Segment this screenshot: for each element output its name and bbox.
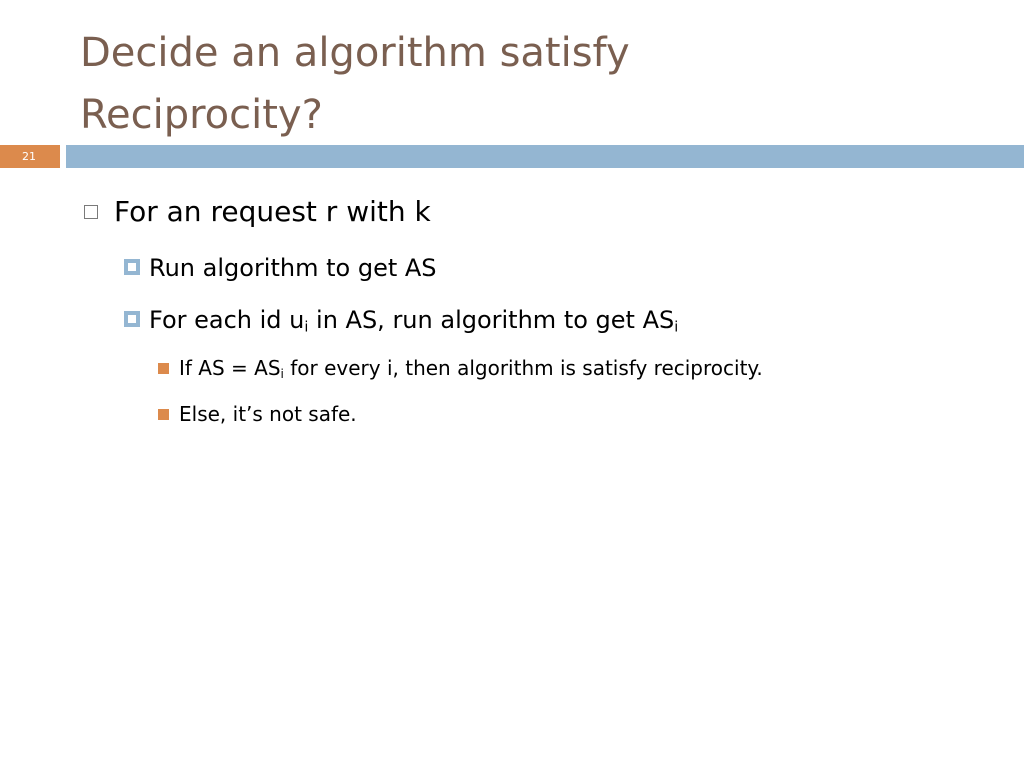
slide-title-line-2: Reciprocity?	[80, 92, 323, 138]
subscript: i	[304, 319, 309, 336]
bullet-level2-item-1	[124, 250, 437, 286]
bullet-text-part-a: For each id u	[149, 306, 305, 334]
bullet-text: Run algorithm to get AS	[149, 254, 437, 282]
slide-title	[80, 22, 980, 146]
bullet-level2-item-2	[124, 302, 678, 338]
subscript: i	[674, 319, 679, 336]
slide-title-line-1: Decide an algorithm satisfy	[80, 30, 630, 76]
bullet-level3-item-1	[158, 352, 763, 384]
subscript: i	[280, 367, 284, 381]
framed-square-icon	[124, 311, 140, 327]
bullet-text: For an request r with k	[114, 195, 431, 228]
bullet-text: Else, it’s not safe.	[179, 402, 357, 426]
bullet-level3-item-2	[158, 398, 357, 430]
bullet-text-part-b: in AS, run algorithm to get AS	[308, 306, 675, 334]
slide-number: 21	[22, 150, 36, 163]
slide-number-badge	[0, 145, 60, 168]
filled-square-icon	[158, 409, 169, 420]
filled-square-icon	[158, 363, 169, 374]
framed-square-icon	[124, 259, 140, 275]
hollow-square-icon	[84, 205, 98, 219]
header-divider-bar	[66, 145, 1024, 168]
bullet-text-part-a: If AS = AS	[179, 356, 281, 380]
bullet-text-part-b: for every i, then algorithm is satisfy reciprocity.	[283, 356, 763, 380]
bullet-level1-item-1	[84, 192, 431, 232]
